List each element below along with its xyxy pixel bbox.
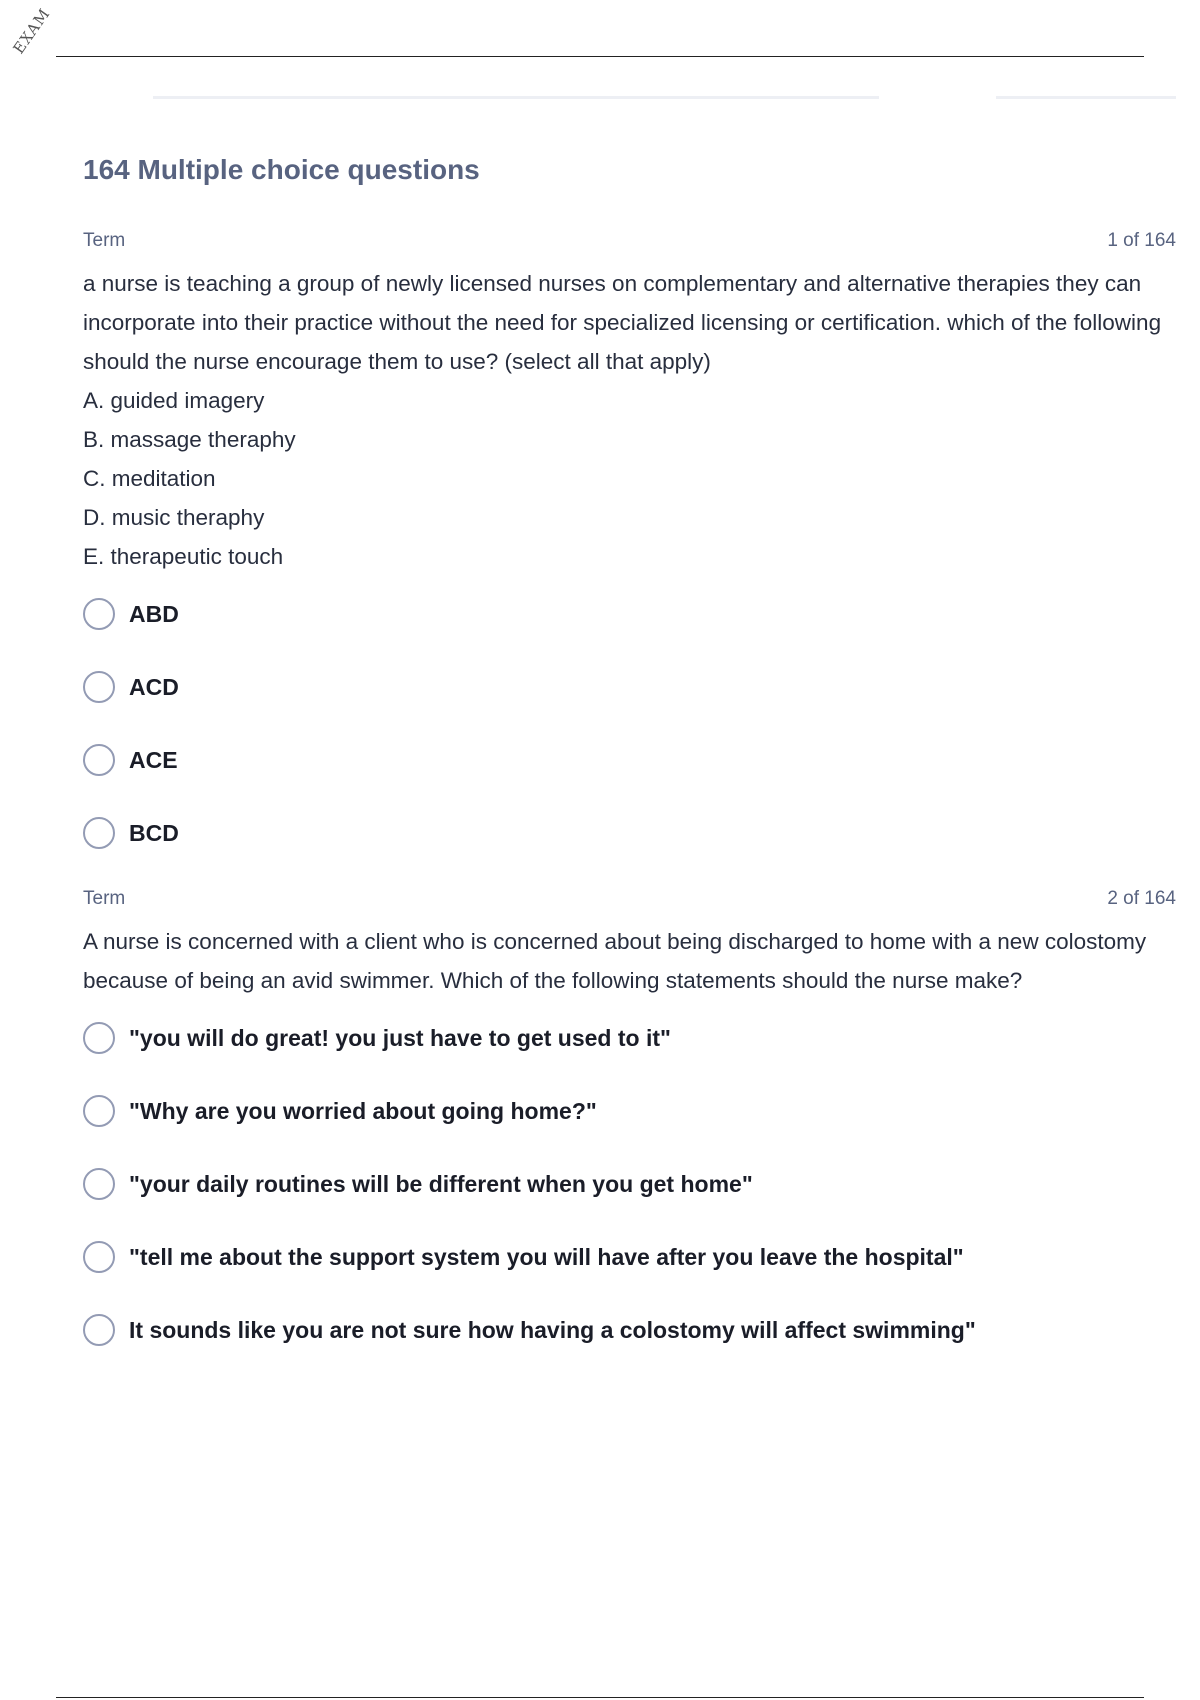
term-header: [83, 888, 1176, 910]
header-subrule-right: [996, 96, 1176, 99]
question-option-d: D. music theraphy: [83, 505, 265, 530]
top-divider: [56, 56, 1144, 57]
question-text: a nurse is teaching a group of newly licensed nurses on complementary and alternative therapies they can incorporate into their practice without the need for specialized licensing or certification. which of the following should the nurse encourage them to use? (select all that apply): [83, 271, 1162, 374]
quiz-content: [83, 150, 1176, 1385]
answer-label: ACE: [129, 746, 178, 773]
answer-choice-2[interactable]: [83, 1093, 1176, 1129]
question-option-c: C. meditation: [83, 466, 216, 491]
radio-button-icon[interactable]: [83, 1022, 115, 1054]
radio-button-icon[interactable]: [83, 1241, 115, 1273]
term-label: Term: [83, 230, 126, 251]
answer-label: ABD: [129, 600, 179, 627]
radio-button-icon[interactable]: [83, 671, 115, 703]
question-text: A nurse is concerned with a client who is concerned about being discharged to home with a new colostomy because of being an avid swimmer. Which of the following statements should the nurse make?: [83, 929, 1147, 993]
answer-choice-5[interactable]: [83, 1312, 1176, 1348]
answer-label: "tell me about the support system you will have after you leave the hospital": [129, 1243, 964, 1270]
exam-watermark: EXAM: [9, 4, 54, 58]
answer-label: It sounds like you are not sure how having a colostomy will affect swimming": [129, 1316, 976, 1343]
answer-choices: [83, 1020, 1176, 1348]
question-option-a: A. guided imagery: [83, 388, 265, 413]
radio-button-icon[interactable]: [83, 598, 115, 630]
answer-label: "Why are you worried about going home?": [129, 1097, 597, 1124]
question-option-e: E. therapeutic touch: [83, 544, 284, 569]
radio-button-icon[interactable]: [83, 1168, 115, 1200]
question-card-2: [83, 888, 1176, 1348]
answer-label: "your daily routines will be different when you get home": [129, 1170, 753, 1197]
radio-button-icon[interactable]: [83, 1095, 115, 1127]
term-label: Term: [83, 888, 126, 909]
answer-choice-3[interactable]: [83, 742, 1176, 778]
radio-button-icon[interactable]: [83, 817, 115, 849]
answer-choice-2[interactable]: [83, 669, 1176, 705]
answer-label: BCD: [129, 819, 179, 846]
question-option-b: B. massage theraphy: [83, 427, 296, 452]
answer-choice-4[interactable]: [83, 1239, 1176, 1275]
term-header: [83, 230, 1176, 252]
radio-button-icon[interactable]: [83, 1314, 115, 1346]
radio-button-icon[interactable]: [83, 744, 115, 776]
answer-choice-1[interactable]: [83, 1020, 1176, 1056]
answer-choice-4[interactable]: [83, 815, 1176, 851]
answer-choice-1[interactable]: [83, 596, 1176, 632]
question-counter: 2 of 164: [1107, 888, 1176, 909]
bottom-divider: [56, 1697, 1144, 1698]
answer-label: ACD: [129, 673, 179, 700]
answer-choice-3[interactable]: [83, 1166, 1176, 1202]
page-title: 164 Multiple choice questions: [83, 154, 480, 185]
question-card-1: [83, 230, 1176, 851]
header-subrule-left: [153, 96, 879, 99]
question-counter: 1 of 164: [1107, 230, 1176, 251]
answer-label: "you will do great! you just have to get used to it": [129, 1024, 671, 1051]
answer-choices: [83, 596, 1176, 851]
